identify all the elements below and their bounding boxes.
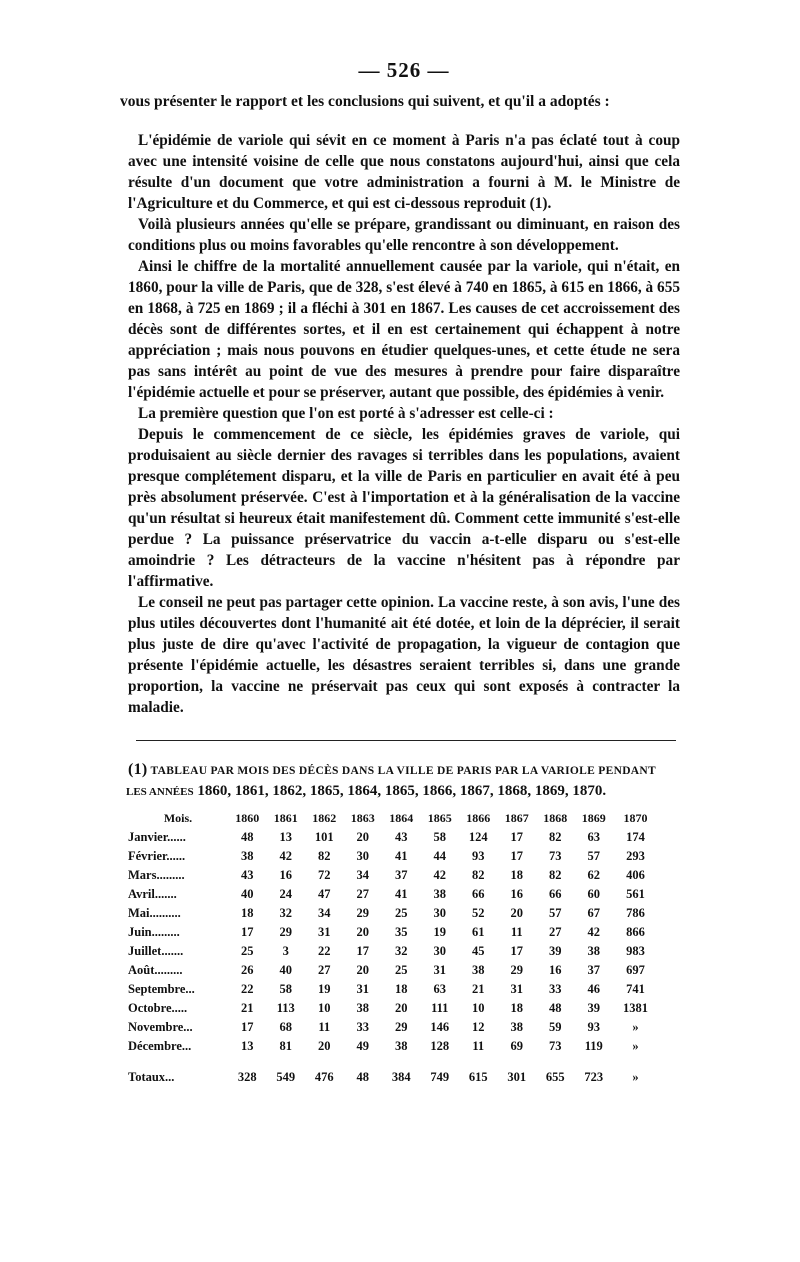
table-cell: 32	[395, 944, 408, 958]
table-cell: 61	[472, 925, 485, 939]
table-cell: 42	[587, 925, 600, 939]
row-label: Mai..........	[128, 906, 181, 920]
table-cell: 741	[626, 982, 645, 996]
column-header-1862: 1862	[312, 811, 337, 825]
table-cell: 40	[241, 887, 254, 901]
table-cell: »	[632, 1069, 639, 1084]
table-cell: 25	[395, 963, 408, 977]
table-cell: 20	[356, 963, 369, 977]
table-cell: 19	[318, 982, 331, 996]
table-cell: »	[632, 1020, 639, 1034]
paragraph-6: Le conseil ne peut pas partager cette opinion. La vaccine reste, à son avis, l'une des plus utiles découvertes dont l'humanité ait été dotée, et loin de la déprécier, il serait plus juste de dire qu'avec l'activité de propagation, la vigueur de contagion que présente l'épidémie actuelle, les désastres seraient terribles si, dans une grande proportion, la vaccine ne préservait pas ceux qui sont exposés à contracter la maladie.	[128, 594, 680, 716]
table-cell: 33	[356, 1020, 369, 1034]
table-cell: 20	[318, 1039, 331, 1053]
table-cell: 32	[279, 906, 292, 920]
table-cell: 1381	[623, 1001, 648, 1015]
column-header-1863: 1863	[350, 811, 375, 825]
table-cell: 66	[549, 887, 562, 901]
table-cell: 38	[356, 1001, 369, 1015]
table-cell: 39	[549, 944, 562, 958]
table-cell: 561	[626, 887, 645, 901]
table-cell: 18	[395, 982, 408, 996]
table-cell: 27	[549, 925, 562, 939]
paragraph-4: La première question que l'on est porté à s'adresser est celle-ci :	[138, 405, 554, 422]
table-cell: 49	[356, 1039, 369, 1053]
table-cell: 46	[587, 982, 600, 996]
table-cell: 58	[279, 982, 292, 996]
table-cell: 13	[241, 1039, 254, 1053]
table-cell: 38	[395, 1039, 408, 1053]
table-cell: 3	[282, 944, 289, 958]
column-header-1861: 1861	[273, 811, 298, 825]
row-label: Totaux...	[128, 1069, 175, 1084]
table-cell: 82	[472, 868, 485, 882]
table-cell: 69	[510, 1039, 523, 1053]
table-cell: 48	[356, 1069, 369, 1084]
table-cell: 48	[241, 830, 254, 844]
table-cell: 37	[587, 963, 600, 977]
row-label: Septembre...	[128, 982, 195, 996]
table-cell: 66	[472, 887, 485, 901]
table-cell: 38	[510, 1020, 523, 1034]
table-cell: 30	[433, 944, 446, 958]
table-cell: 128	[430, 1039, 450, 1053]
footnote-separator	[136, 740, 676, 741]
table-cell: 19	[433, 925, 446, 939]
table-cell: 16	[510, 887, 523, 901]
table-body	[128, 828, 658, 1088]
table-cell: 38	[241, 849, 254, 863]
column-header-1860: 1860	[235, 811, 260, 825]
table-cell: 27	[318, 963, 331, 977]
table-cell: 30	[356, 849, 369, 863]
table-cell: 38	[433, 887, 446, 901]
table-cell: 119	[584, 1039, 603, 1053]
paragraph-5: Depuis le commencement de ce siècle, les épidémies graves de variole, qui produisaient au siècle dernier des ravages si terribles dans les populations, avaient presque complétement disparu, et la ville de Paris en particulier en avait été à peu près absolument préservée. C'est à l'importation et à la généralisation de la vaccine qu'un résultat si heureux était manifestement dû. Comment cette immunité s'est-elle perdue ? La puissance préservatrice du vaccin a-t-elle disparu ou s'est-elle amoindrie ? Les détracteurs de la vaccine n'hésitent pas à répondre par l'affirmative.	[128, 426, 680, 590]
table-cell: 37	[395, 868, 408, 882]
table-cell: 18	[510, 1001, 523, 1015]
table-cell: 47	[318, 887, 331, 901]
table-cell: 549	[276, 1069, 296, 1084]
table-cell: 34	[356, 868, 369, 882]
column-header-1870: 1870	[623, 811, 648, 825]
paragraph-2: Voilà plusieurs années qu'elle se prépare, grandissant ou diminuant, en raison des conditions plus ou moins favorables qu'elle rencontre à son développement.	[128, 216, 680, 254]
table-cell: 41	[395, 887, 408, 901]
table-cell: 16	[549, 963, 562, 977]
table-cell: 22	[318, 944, 331, 958]
table-cell: 42	[279, 849, 292, 863]
table-cell: 43	[241, 868, 254, 882]
variole-deaths-table	[128, 809, 658, 1088]
row-label: Janvier......	[128, 830, 186, 844]
table-row	[128, 866, 658, 885]
table-cell: 11	[318, 1020, 331, 1034]
table-cell: 67	[587, 906, 600, 920]
table-cell: 57	[549, 906, 562, 920]
paragraph-3: Ainsi le chiffre de la mortalité annuellement causée par la variole, qui n'était, en 1860, pour la ville de Paris, que de 328, s'est élevé à 740 en 1865, à 615 en 1866, à 655 en 1868, à 725 en 1869 ; il a fléchi à 301 en 1867. Les causes de cet accroissement des décès sont de différentes sortes, et il en est certainement qui échappent à notre appréciation ; mais nous pouvons en étudier quelques-unes, et cette étude ne sera pas sans intérêt au point de vue des mesures à prendre pour faire disparaître l'épidémie actuelle et pour se préserver, autant que possible, des épidémies à venir.	[128, 258, 680, 401]
table-row	[128, 1018, 658, 1037]
table-cell: 52	[472, 906, 485, 920]
table-cell: »	[632, 1039, 639, 1053]
row-label: Juin.........	[128, 925, 180, 939]
footnote-mark: (1)	[128, 761, 148, 778]
table-cell: 20	[395, 1001, 408, 1015]
column-header-1869: 1869	[581, 811, 606, 825]
row-label: Octobre.....	[128, 1001, 188, 1015]
table-cell: 41	[395, 849, 408, 863]
table-cell: 749	[430, 1069, 450, 1084]
intro-line: vous présenter le rapport et les conclusions qui suivent, et qu'il a adoptés :	[120, 93, 610, 110]
table-cell: 48	[549, 1001, 562, 1015]
table-cell: 328	[237, 1069, 257, 1084]
column-header-1867: 1867	[504, 811, 529, 825]
table-cell: 30	[433, 906, 446, 920]
table-cell: 17	[356, 944, 369, 958]
table-cell: 615	[468, 1069, 488, 1084]
table-cell: 33	[549, 982, 562, 996]
table-cell: 24	[279, 887, 292, 901]
row-label: Avril.......	[128, 887, 177, 901]
table-cell: 82	[318, 849, 331, 863]
table-cell: 697	[626, 963, 645, 977]
table-cell: 72	[318, 868, 331, 882]
table-cell: 113	[276, 1001, 295, 1015]
table-cell: 20	[510, 906, 523, 920]
table-cell: 17	[241, 925, 254, 939]
table-cell: 21	[241, 1001, 254, 1015]
table-cell: 866	[626, 925, 645, 939]
table-cell: 93	[587, 1020, 600, 1034]
row-label: Février......	[128, 849, 186, 863]
table-cell: 40	[279, 963, 292, 977]
table-header-row	[128, 809, 658, 828]
table-cell: 10	[318, 1001, 331, 1015]
table-cell: 58	[433, 830, 446, 844]
table-cell: 27	[356, 887, 369, 901]
document-page	[120, 58, 680, 1088]
table-row	[128, 904, 658, 923]
column-header-1865: 1865	[427, 811, 452, 825]
column-header-1868: 1868	[543, 811, 568, 825]
table-cell: 57	[587, 849, 600, 863]
table-row	[128, 999, 658, 1018]
table-cell: 17	[510, 830, 523, 844]
table-cell: 174	[626, 830, 645, 844]
row-label: Juillet.......	[128, 944, 184, 958]
column-header-1864: 1864	[389, 811, 414, 825]
table-cell: 82	[549, 830, 562, 844]
table-cell: 655	[545, 1069, 565, 1084]
table-cell: 31	[318, 925, 331, 939]
table-row	[128, 961, 658, 980]
table-cell: 16	[279, 868, 292, 882]
page-number: — 526 —	[358, 58, 450, 82]
table-row	[128, 847, 658, 866]
table-cell: 293	[626, 849, 645, 863]
table-cell: 101	[314, 830, 334, 844]
table-cell: 42	[433, 868, 446, 882]
table-cell: 111	[431, 1001, 449, 1015]
footnote	[128, 761, 680, 1088]
table-cell: 35	[395, 925, 408, 939]
table-row	[128, 885, 658, 904]
table-cell: 10	[472, 1001, 485, 1015]
table-cell: 81	[279, 1039, 292, 1053]
table-cell: 20	[356, 830, 369, 844]
table-cell: 34	[318, 906, 331, 920]
table-cell: 43	[395, 830, 408, 844]
row-label: Novembre...	[128, 1020, 193, 1034]
table-cell: 59	[549, 1020, 562, 1034]
footnote-title-line	[128, 761, 680, 780]
footnote-years-line	[126, 780, 680, 803]
table-cell: 63	[587, 830, 600, 844]
table-cell: 17	[510, 849, 523, 863]
table-cell: 17	[510, 944, 523, 958]
table-cell: 62	[587, 868, 600, 882]
table-cell: 31	[433, 963, 446, 977]
table-cell: 38	[472, 963, 485, 977]
table-row	[128, 828, 658, 847]
table-cell: 38	[587, 944, 600, 958]
column-header-1866: 1866	[466, 811, 491, 825]
row-label: Août.........	[128, 963, 183, 977]
table-row	[128, 923, 658, 942]
footnote-title: TABLEAU PAR MOIS DES DÉCÈS DANS LA VILLE DE PARIS PAR LA VARIOLE PENDANT	[150, 765, 656, 777]
footnote-years-prefix: LES ANNÉES	[126, 786, 194, 798]
table-cell: 983	[626, 944, 645, 958]
table-cell: 29	[510, 963, 523, 977]
table-cell: 26	[241, 963, 254, 977]
table-cell: 31	[510, 982, 523, 996]
table-row	[128, 942, 658, 961]
table-cell: 13	[279, 830, 292, 844]
paragraph-1: L'épidémie de variole qui sévit en ce moment à Paris n'a pas éclaté tout à coup avec une intensité voisine de celle que nous constatons aujourd'hui, ainsi que cela résulte d'un document que votre administration a fourni à M. le Ministre de l'Agriculture et du Commerce, et qui est ci-dessous reproduit (1).	[128, 132, 680, 212]
table-cell: 11	[472, 1039, 485, 1053]
table-cell: 384	[391, 1069, 411, 1084]
table-cell: 29	[279, 925, 292, 939]
table-cell: 11	[510, 925, 523, 939]
table-cell: 31	[356, 982, 369, 996]
table-cell: 29	[356, 906, 369, 920]
table-cell: 786	[626, 906, 645, 920]
table-cell: 476	[314, 1069, 334, 1084]
table-cell: 44	[433, 849, 446, 863]
table-cell: 18	[510, 868, 523, 882]
table-cell: 124	[468, 830, 488, 844]
table-cell: 93	[472, 849, 485, 863]
table-cell: 45	[472, 944, 485, 958]
table-cell: 406	[626, 868, 645, 882]
table-cell: 68	[279, 1020, 292, 1034]
table-cell: 12	[472, 1020, 485, 1034]
table-cell: 18	[241, 906, 254, 920]
table-cell: 25	[241, 944, 254, 958]
table-cell: 20	[356, 925, 369, 939]
table-cell: 146	[430, 1020, 450, 1034]
table-cell: 82	[549, 868, 562, 882]
table-cell: 39	[587, 1001, 600, 1015]
row-label: Mars.........	[128, 868, 185, 882]
table-cell: 723	[584, 1069, 604, 1084]
table-cell: 17	[241, 1020, 254, 1034]
table-cell: 21	[472, 982, 485, 996]
table-row	[128, 1037, 658, 1056]
table-cell: 22	[241, 982, 254, 996]
row-label: Décembre...	[128, 1039, 192, 1053]
table-cell: 73	[549, 849, 562, 863]
footnote-years: 1860, 1861, 1862, 1865, 1864, 1865, 1866, 1867, 1868, 1869, 1870.	[197, 783, 607, 799]
table-cell: 60	[587, 887, 600, 901]
table-cell: 63	[433, 982, 446, 996]
table-cell: 73	[549, 1039, 562, 1053]
table-row	[128, 980, 658, 999]
table-cell: 301	[507, 1069, 527, 1084]
table-cell: 29	[395, 1020, 408, 1034]
column-header-month: Mois.	[163, 811, 193, 825]
table-cell: 25	[395, 906, 408, 920]
totals-row	[128, 1056, 658, 1088]
